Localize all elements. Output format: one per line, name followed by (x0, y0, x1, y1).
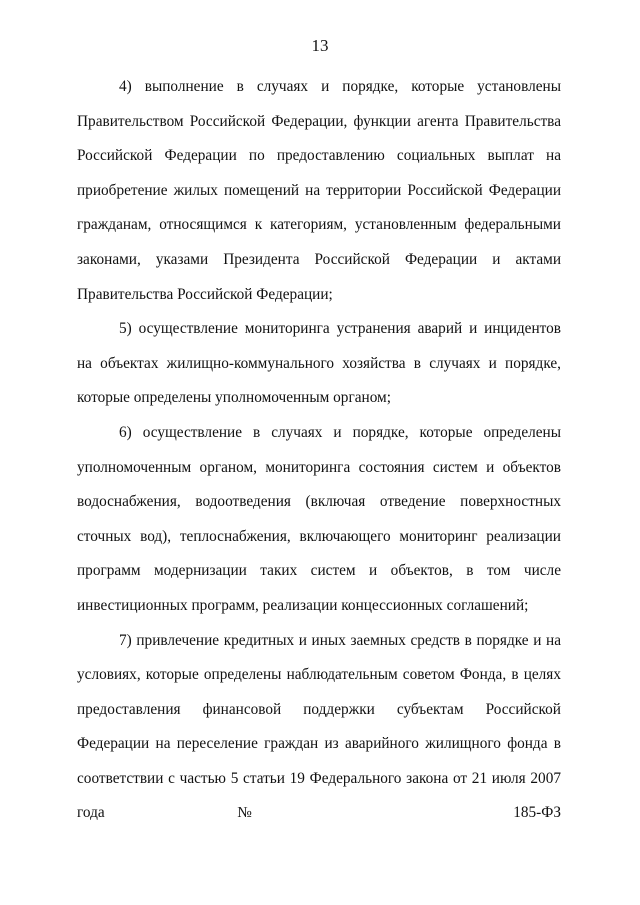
document-body (77, 70, 561, 831)
paragraph-item-6: 6) осуществление в случаях и порядке, которые определены уполномоченным органом, мониторинга состояния систем и объектов водоснабжения, водоотведения (включая отведение поверхностных сточных вод), теплоснабжения, включающего мониторинг реализации программ модернизации таких систем и объектов, в том числе инвестиционных программ, реализации концессионных соглашений; (77, 423, 561, 614)
paragraph-item-7: 7) привлечение кредитных и иных заемных средств в порядке и на условиях, которые определены наблюдательным советом Фонда, в целях предоставления финансовой поддержки субъектам Российской Федерации на переселение граждан из аварийного жилищного фонда в соответствии с частью 5 статьи 19 Федерального закона от 21 июля 2007 года № 185-ФЗ (77, 631, 561, 822)
paragraph-item-4: 4) выполнение в случаях и порядке, которые установлены Правительством Российской Федерации, функции агента Правительства Российской Федерации по предоставлению социальных выплат на приобретение жилых помещений на территории Российской Федерации гражданам, относящимся к категориям, установленным федеральными законами, указами Президента Российской Федерации и актами Правительства Российской Федерации; (77, 78, 561, 303)
page-number: 13 (311, 36, 329, 55)
paragraph-item-5: 5) осуществление мониторинга устранения аварий и инцидентов на объектах жилищно-коммунального хозяйства в случаях и порядке, которые определены уполномоченным органом; (77, 320, 561, 407)
